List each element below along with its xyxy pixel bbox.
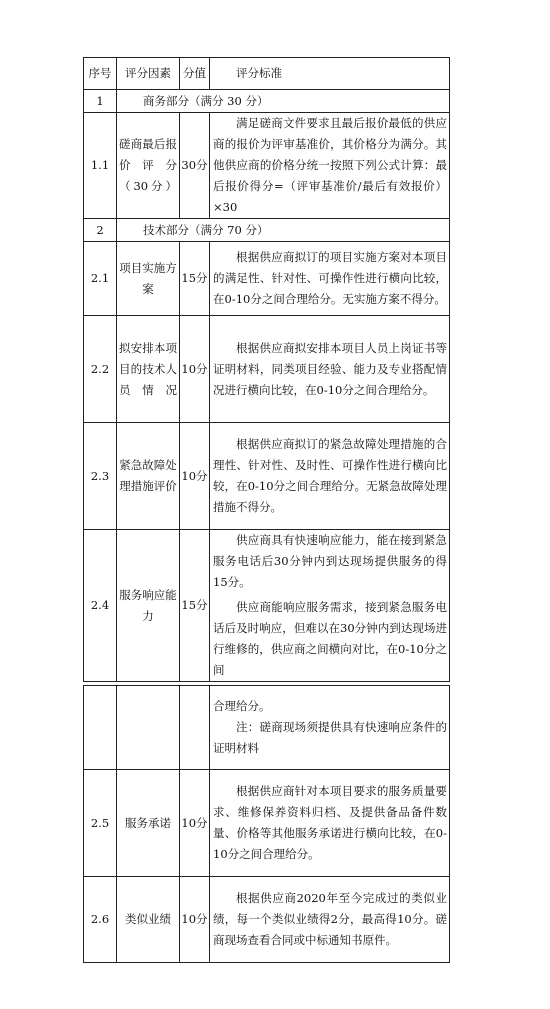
row-standard: 合理给分。 注：磋商现场须提供具有快速响应条件的证明材料 — [210, 686, 450, 770]
row-standard: 根据供应商拟安排本项目人员上岗证书等证明材料，同类项目经验、能力及专业搭配情况进行横向比较，在0-10分之间合理给分。 — [210, 316, 450, 423]
row-factor: 磋商最后报价评分（30分） — [117, 113, 180, 219]
row-score: 30分 — [180, 113, 210, 219]
row-standard: 满足磋商文件要求且最后报价最低的供应商的报价为评审基准价，其价格分为满分。其他供应商的价格分统一按照下列公式计算：最后报价得分=（评审基准价/最后有效报价）×30 — [210, 113, 450, 219]
row-seq — [84, 686, 117, 770]
table-row — [84, 686, 450, 770]
row-standard: 根据供应商拟订的项目实施方案对本项目的满足性、针对性、可操作性进行横向比较，在0-10分之间合理给分。无实施方案不得分。 — [210, 242, 450, 316]
row-standard: 供应商具有快速响应能力，能在接到紧急服务电话后30分钟内到达现场提供服务的得15分。 供应商能响应服务需求，接到紧急服务电话后及时响应，但难以在30分钟内到达现场进行维修的，供应商之间横向对比，在0-10分之间 — [210, 530, 450, 682]
row-standard: 根据供应商2020年至今完成过的类似业绩，每一个类似业绩得2分，最高得10分。磋商现场查看合同或中标通知书原件。 — [210, 877, 450, 963]
table-row — [84, 423, 450, 530]
row-seq: 2.6 — [84, 877, 117, 963]
row-factor — [117, 686, 180, 770]
scoring-table-part-2 — [83, 685, 450, 963]
header-standard: 评分标准 — [210, 58, 450, 90]
row-seq: 2.4 — [84, 530, 117, 682]
section-label: 技术部分（满分 70 分） — [117, 219, 450, 242]
table-row — [84, 113, 450, 219]
section-seq: 1 — [84, 90, 117, 113]
row-seq: 2.2 — [84, 316, 117, 423]
row-score: 10分 — [180, 770, 210, 877]
row-factor: 紧急故障处理措施评价 — [117, 423, 180, 530]
header-seq: 序号 — [84, 58, 117, 90]
row-score — [180, 686, 210, 770]
section-row-technical — [84, 219, 450, 242]
section-row-commercial — [84, 90, 450, 113]
row-factor: 项目实施方案 — [117, 242, 180, 316]
row-seq: 1.1 — [84, 113, 117, 219]
row-factor: 类似业绩 — [117, 877, 180, 963]
header-score: 分值 — [180, 58, 210, 90]
header-factor: 评分因素 — [117, 58, 180, 90]
row-score: 15分 — [180, 530, 210, 682]
row-standard: 根据供应商拟订的紧急故障处理措施的合理性、针对性、及时性、可操作性进行横向比较，在0-10分之间合理给分。无紧急故障处理措施不得分。 — [210, 423, 450, 530]
table-row — [84, 877, 450, 963]
row-factor: 服务响应能力 — [117, 530, 180, 682]
row-score: 15分 — [180, 242, 210, 316]
row-factor: 服务承诺 — [117, 770, 180, 877]
row-score: 10分 — [180, 423, 210, 530]
table-row — [84, 770, 450, 877]
table-row — [84, 242, 450, 316]
row-seq: 2.5 — [84, 770, 117, 877]
row-score: 10分 — [180, 316, 210, 423]
table-row — [84, 316, 450, 423]
row-factor: 拟安排本项目的技术人员情况 — [117, 316, 180, 423]
row-seq: 2.3 — [84, 423, 117, 530]
section-seq: 2 — [84, 219, 117, 242]
table-row — [84, 530, 450, 682]
row-seq: 2.1 — [84, 242, 117, 316]
scoring-table-part-1 — [83, 57, 450, 682]
row-score: 10分 — [180, 877, 210, 963]
table-header-row — [84, 58, 450, 90]
section-label: 商务部分（满分 30 分） — [117, 90, 450, 113]
row-standard: 根据供应商针对本项目要求的服务质量要求、维修保养资料归档、及提供备品备件数量、价格等其他服务承诺进行横向比较，在0-10分之间合理给分。 — [210, 770, 450, 877]
